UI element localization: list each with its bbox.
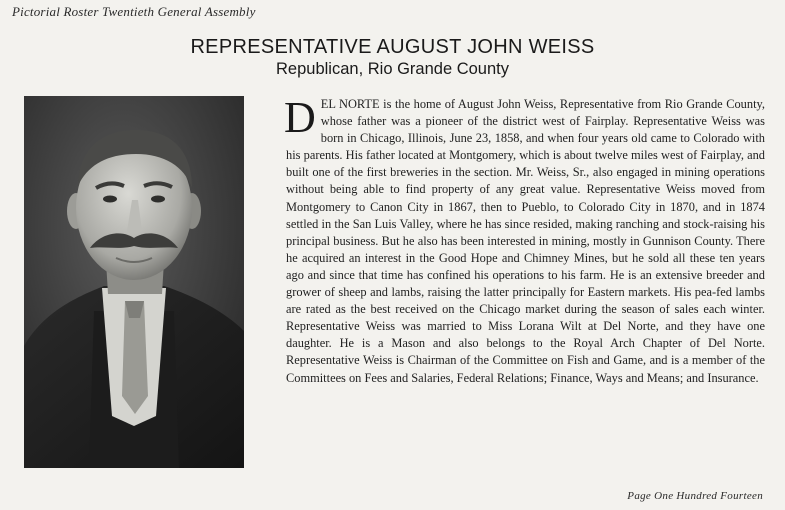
bio-lead: EL NORTE [320,97,380,111]
portrait-photo [24,96,244,468]
drop-cap: D [284,93,316,142]
biography-text [284,93,765,387]
page-title: REPRESENTATIVE AUGUST JOHN WEISS [190,36,595,58]
page-subtitle: Republican, Rio Grande County [276,60,509,78]
running-head: Pictorial Roster Twentieth General Assembly [12,4,256,19]
bio-body: is the home of August John Weiss, Representative from Rio Grande County, whose father was a pioneer of the district west of Fairplay. Representative Weiss was born in Chicago, Illinois, June 23, 1858, and when four years old came to Colorado with his parents. His father located at Montgomery, which is about twelve miles west of Fairplay, and built one of the first breweries in the section. Mr. Weiss, Sr., also engaged in mining operations without being able to find property of any great value. Representative Weiss moved from Montgomery to Canon City in 1867, then to Pueblo, to Colorado City in 1870, and in 1874 settled in the San Luis Valley, where he has since resided, making ranching and stock-raising his principal business. But he also has been interested in mining, mostly in Gunnison County. There he acquired an interest in the Good Hope and Chimney Mines, but he sold all these ten years ago and since that time has confined his operations to his farm. He is an extensive breeder and grower of sheep and lambs, raising the latter principally for Eastern markets. His pea-fed lambs are rated as the best received on the Chicago market during the season of sales each winter. Representative Weiss was married to Miss Lorana Wilt at Del Norte, and they have one daughter. He is a Mason and also belongs to the Royal Arch Chapter of Del Norte. Representative Weiss is Chairman of the Committee on Fish and Game, and is a member of the Committees on Fees and Salaries, Federal Relations; Finance, Ways and Means; and Insurance. [286,97,765,385]
page-number: Page One Hundred Fourteen [627,490,763,502]
